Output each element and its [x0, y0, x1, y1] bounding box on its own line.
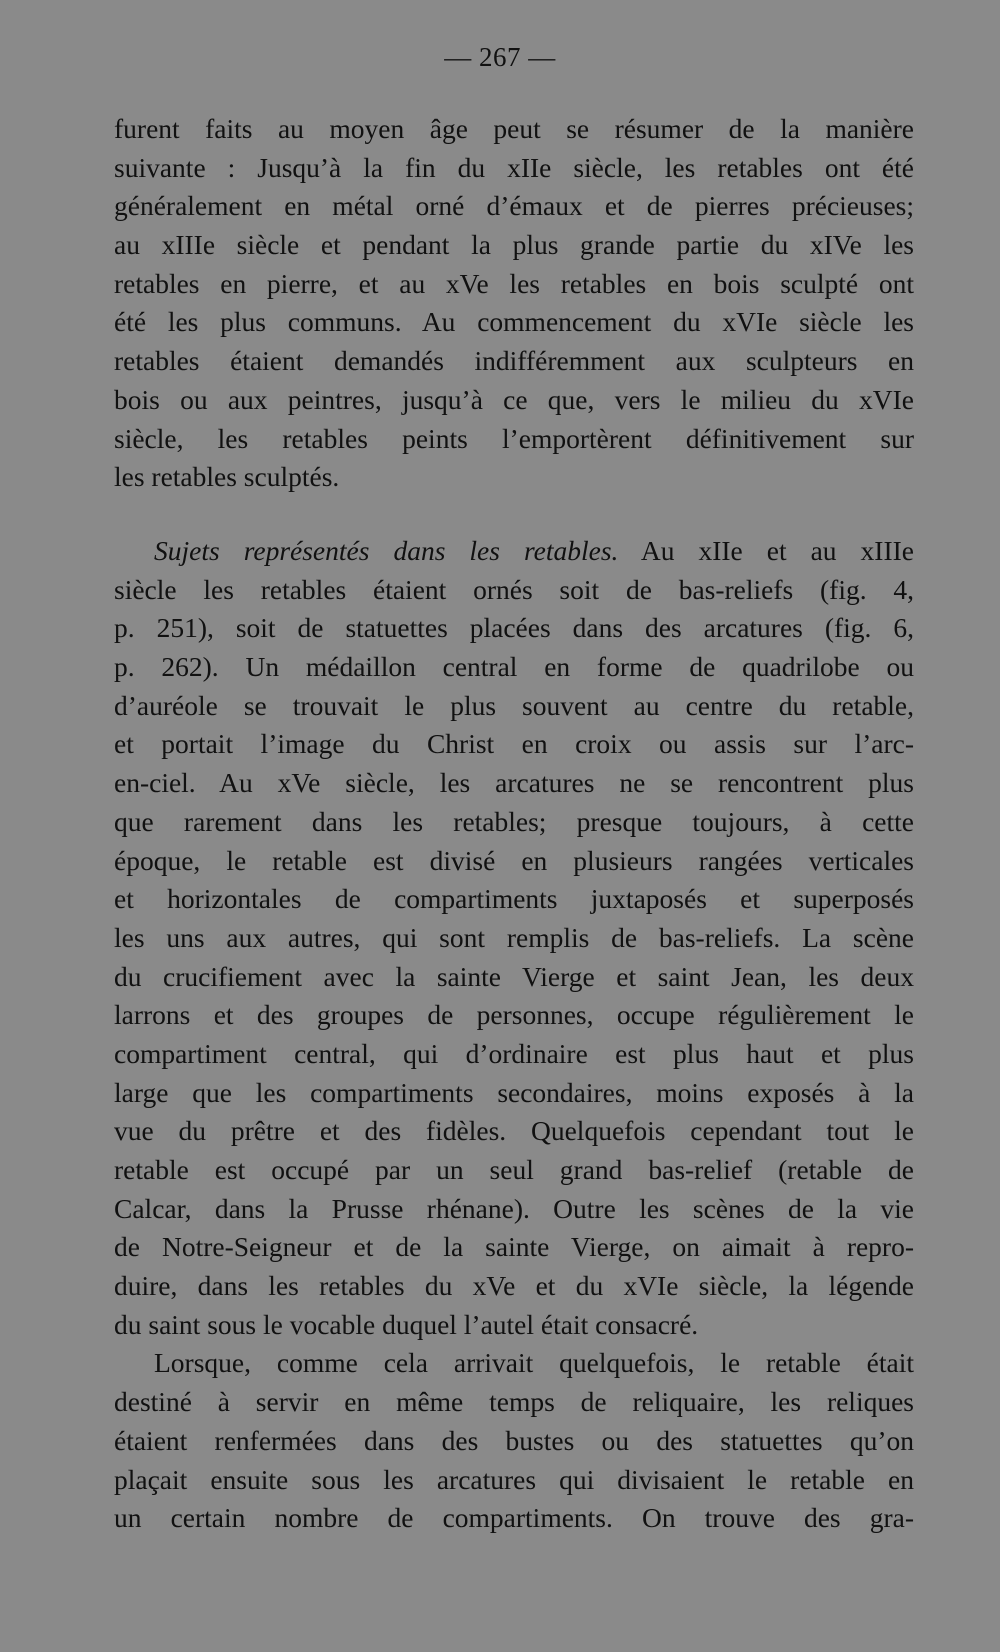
section-heading: Sujets représentés dans les retables.	[154, 535, 619, 566]
text-line: les uns aux autres, qui sont remplis de bas-reliefs. La scène	[114, 921, 914, 953]
text-line-first	[114, 532, 914, 571]
text-line: Lorsque, comme cela arrivait quelquefois, le retable était	[154, 1347, 914, 1379]
text-line: p. 251), soit de statuettes placées dans des arcatures (fig. 6,	[114, 612, 914, 644]
text-line: époque, le retable est divisé en plusieurs rangées verticales	[114, 844, 914, 876]
text-line: furent faits au moyen âge peut se résumer de la manière	[114, 113, 914, 144]
text-line: siècle les retables étaient ornés soit de bas-reliefs (fig. 4,	[114, 573, 914, 605]
text-line: bois ou aux peintres, jusqu’à ce que, vers le milieu du xVIe	[114, 383, 914, 415]
text-line: retable est occupé par un seul grand bas-relief (retable de	[114, 1154, 914, 1185]
text-line: en-ciel. Au xVe siècle, les arcatures ne se rencontrent plus	[114, 767, 914, 799]
text-line: et horizontales de compartiments juxtaposés et superposés	[114, 883, 914, 915]
text-line: p. 262). Un médaillon central en forme de quadrilobe ou	[114, 651, 914, 683]
text-line: plaçait ensuite sous les arcatures qui divisaient le retable en	[114, 1463, 914, 1495]
text-line: duire, dans les retables du xVe et du xVIe siècle, la légende	[114, 1270, 914, 1302]
text-line: larrons et des groupes de personnes, occupe régulièrement le	[114, 999, 914, 1031]
text-line: retables en pierre, et au xVe les retables en bois sculpté ont	[114, 267, 914, 299]
paragraph-2	[114, 532, 914, 1538]
text-line: un certain nombre de compartiments. On trouve des gra-	[114, 1502, 914, 1534]
text-line: large que les compartiments secondaires, moins exposés à la	[114, 1076, 914, 1108]
page-number: — 267 —	[444, 42, 556, 72]
paragraph-1	[114, 110, 914, 497]
text-line: les retables sculptés.	[114, 461, 340, 493]
text-line: vue du prêtre et des fidèles. Quelquefois cependant tout le	[114, 1115, 914, 1147]
text-line: destiné à servir en même temps de reliquaire, les reliques	[114, 1386, 914, 1418]
text-line: généralement en métal orné d’émaux et de pierres précieuses;	[114, 190, 914, 222]
text-line: et portait l’image du Christ en croix ou assis sur l’arc-	[114, 728, 914, 760]
text-line: d’auréole se trouvait le plus souvent au centre du retable,	[114, 689, 914, 721]
text-line: étaient renfermées dans des bustes ou des statuettes qu’on	[114, 1424, 914, 1456]
text-line: du crucifiement avec la sainte Vierge et saint Jean, les deux	[114, 960, 914, 992]
text-line: de Notre-Seigneur et de la sainte Vierge, on aimait à repro-	[114, 1231, 914, 1263]
text-line: retables étaient demandés indifféremment aux sculpteurs en	[114, 345, 914, 377]
text-line: compartiment central, qui d’ordinaire est plus haut et plus	[114, 1037, 914, 1069]
text-line: que rarement dans les retables; presque toujours, à cette	[114, 805, 914, 837]
text-line: du saint sous le vocable duquel l’autel était consacré.	[114, 1308, 699, 1340]
text-line: suivante : Jusqu’à la fin du xIIe siècle, les retables ont été	[114, 151, 914, 183]
text-line: Calcar, dans la Prusse rhénane). Outre les scènes de la vie	[114, 1192, 914, 1224]
text-line: été les plus communs. Au commencement du xVIe siècle les	[114, 306, 914, 338]
text-line: siècle, les retables peints l’emportèrent définitivement sur	[114, 422, 914, 454]
text-line: au xIIIe siècle et pendant la plus grande partie du xIVe les	[114, 229, 914, 261]
heading-continuation: Au xIIe et au xIIIe	[640, 535, 914, 566]
